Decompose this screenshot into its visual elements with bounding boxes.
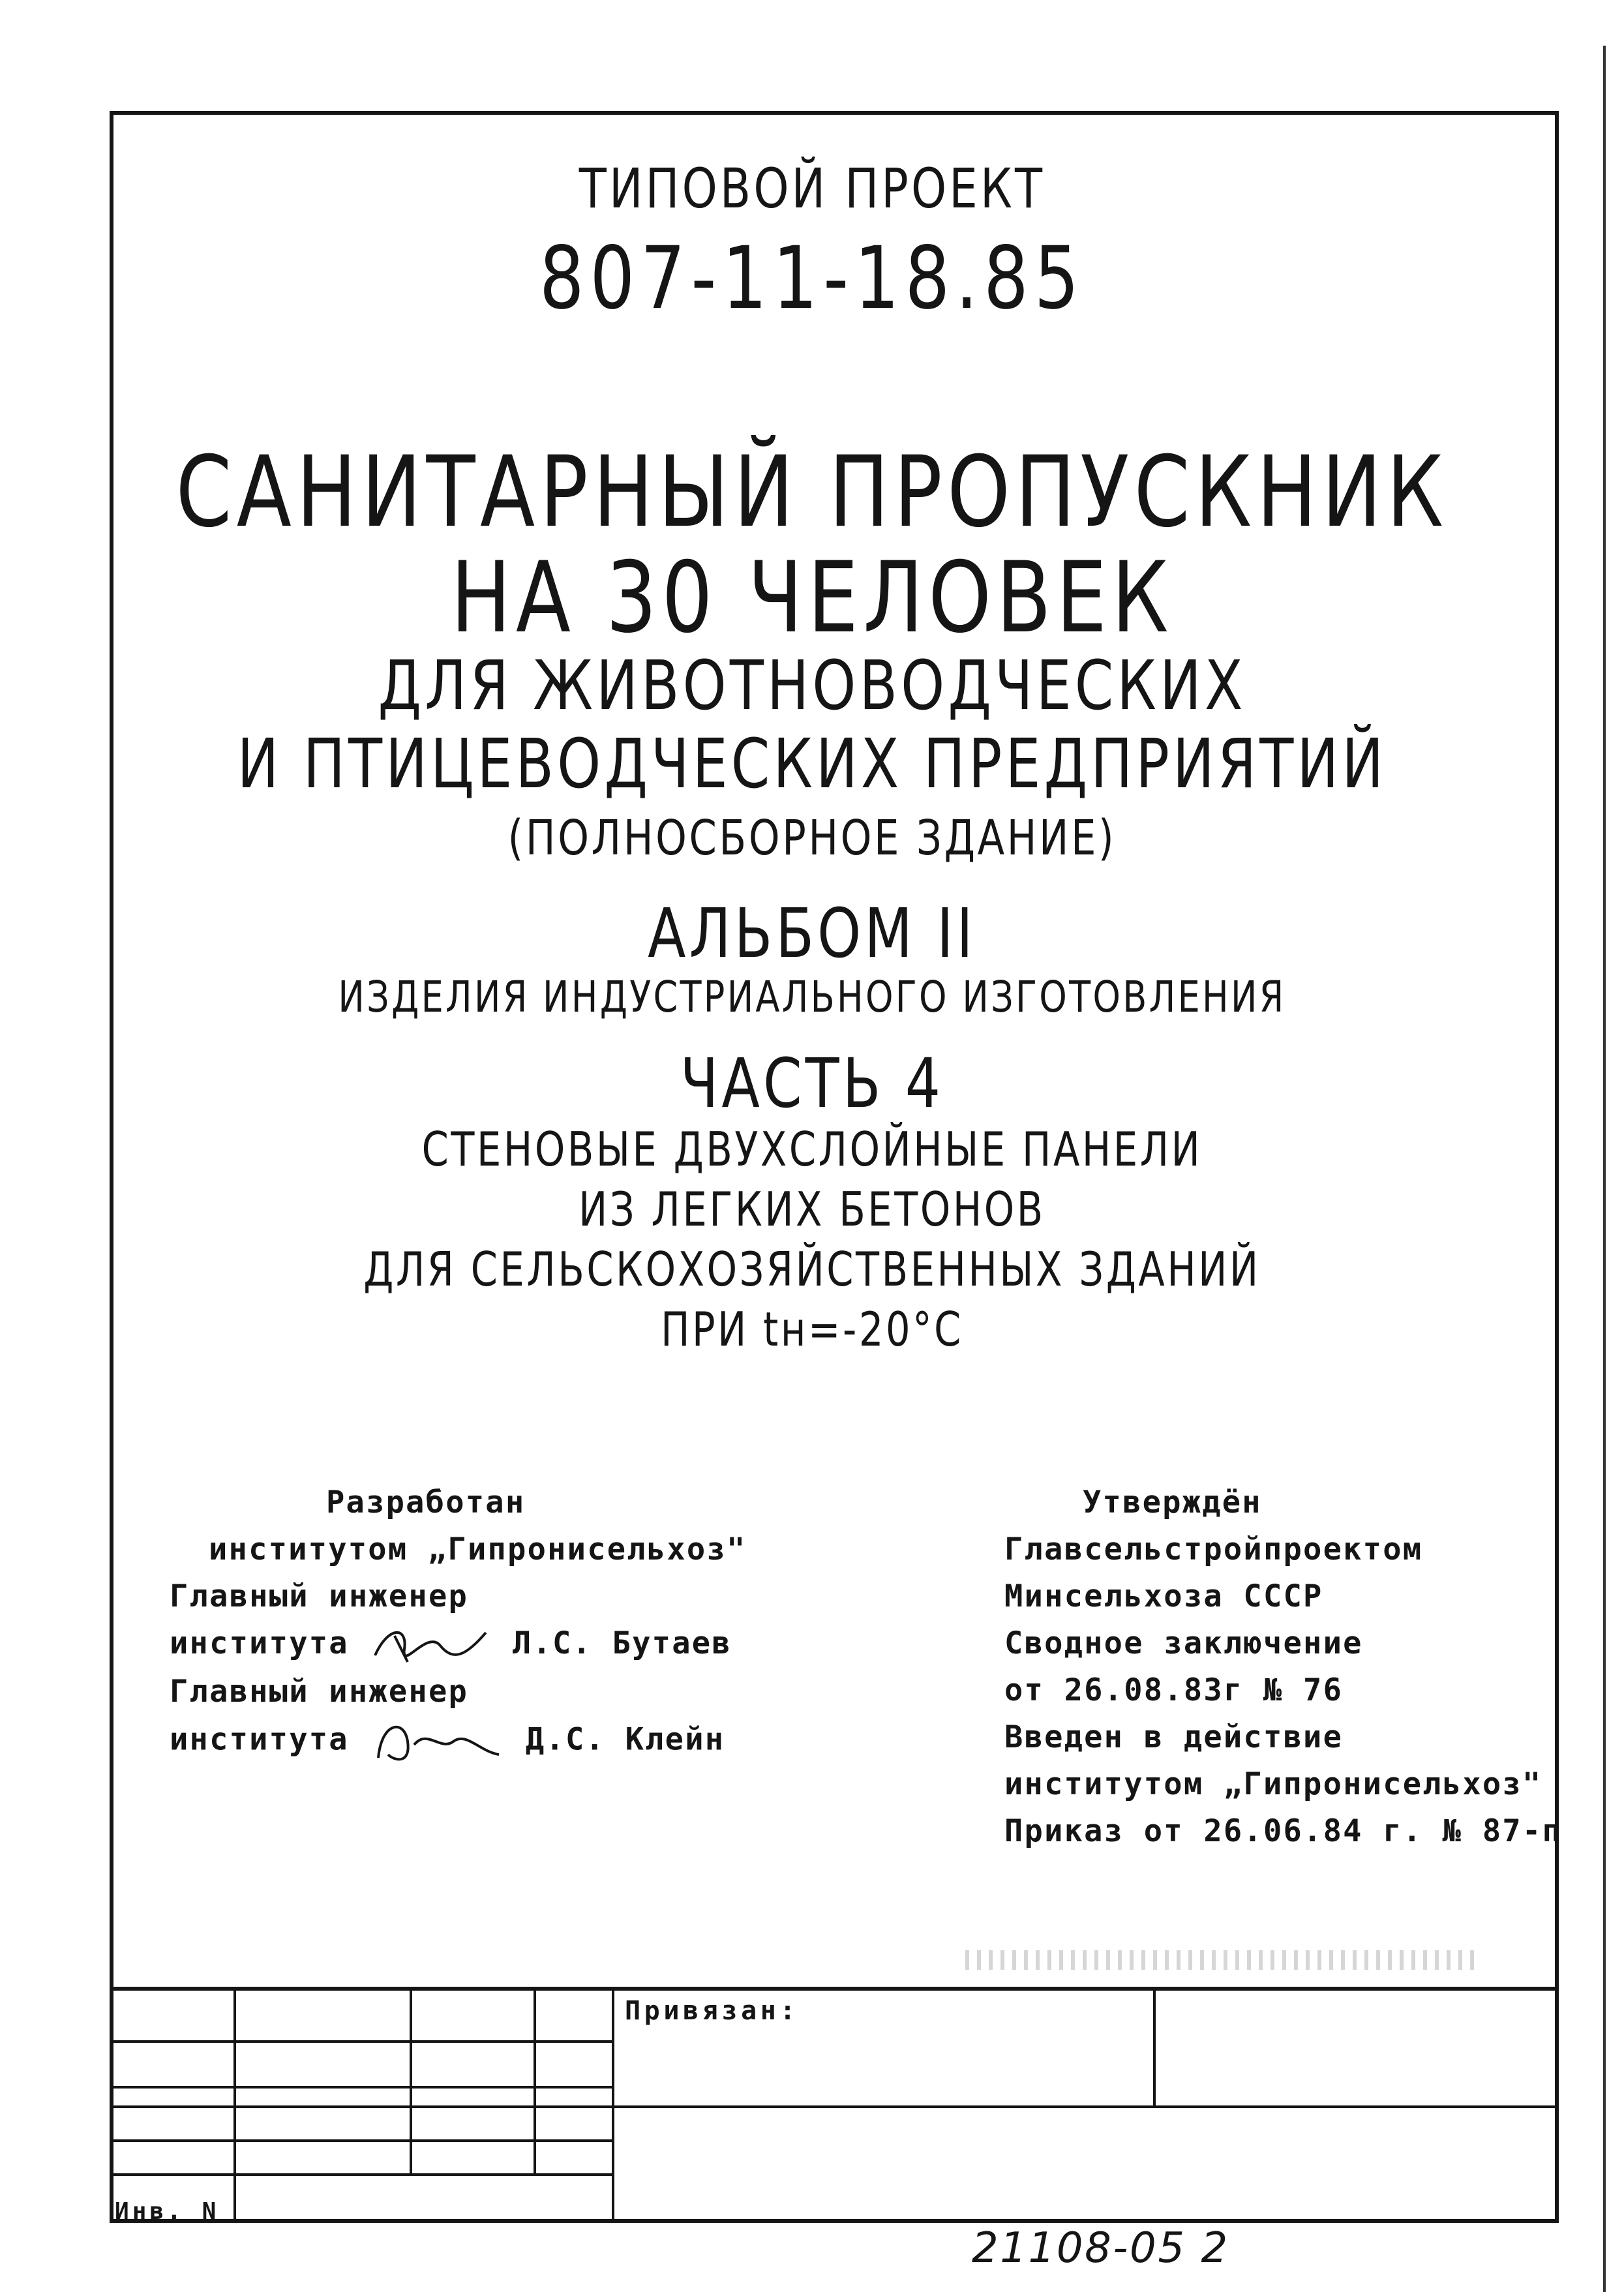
developer-institute: институтом „Гипронисельхоз" <box>209 1531 747 1567</box>
part-line-4: ПРИ tн=-20°С <box>661 1302 963 1357</box>
stamp-row-line <box>110 2105 1555 2108</box>
developer-role-1-institute: института <box>170 1625 349 1661</box>
archive-number: 21108-05 2 <box>972 2224 1229 2272</box>
bound-label: Привязан: <box>625 1996 800 2026</box>
approval-line-1: Главсельстройпроектом <box>1004 1531 1423 1567</box>
approval-line-6: институтом „Гипронисельхоз" <box>1004 1766 1542 1802</box>
developer-role-2-institute: института <box>170 1721 349 1757</box>
part-label: ЧАСТЬ 4 <box>680 1044 944 1123</box>
stamp-row-line <box>110 2173 612 2176</box>
developer-signatory-2 <box>170 1715 854 1768</box>
inventory-label: Инв. N <box>115 2198 220 2225</box>
title-line-3: ДЛЯ ЖИВОТНОВОДЧЕСКИХ <box>378 646 1246 725</box>
title-line-5: (ПОЛНОСБОРНОЕ ЗДАНИЕ) <box>507 810 1117 866</box>
faded-stamp-mark <box>965 1950 1474 1970</box>
approval-line-4: от 26.08.83г № 76 <box>1004 1672 1344 1708</box>
album-label: АЛЬБОМ II <box>648 894 976 973</box>
series-label: ТИПОВОЙ ПРОЕКТ <box>579 157 1045 220</box>
developer-person-2: Д.С. Клейн <box>525 1721 725 1757</box>
stamp-divider <box>1153 1991 1156 2105</box>
developer-person-1: Л.С. Бутаев <box>512 1625 732 1661</box>
developer-heading: Разработан <box>326 1485 526 1520</box>
project-number: 807-11-18.85 <box>539 228 1085 329</box>
approval-heading: Утверждён <box>1083 1485 1262 1520</box>
stamp-table <box>110 1987 1559 2223</box>
album-subtitle: ИЗДЕЛИЯ ИНДУСТРИАЛЬНОГО ИЗГОТОВЛЕНИЯ <box>338 972 1286 1022</box>
stamp-row-line <box>110 2040 612 2043</box>
stamp-divider <box>410 1991 412 2173</box>
signature-1-icon <box>368 1623 492 1668</box>
signature-2-icon <box>368 1715 505 1768</box>
part-line-3: ДЛЯ СЕЛЬСКОХОЗЯЙСТВЕННЫХ ЗДАНИЙ <box>363 1242 1261 1297</box>
developer-signatory-1 <box>170 1620 854 1668</box>
sheet-edge-line <box>1603 46 1606 2292</box>
title-line-1: САНИТАРНЫЙ ПРОПУСКНИК <box>175 436 1449 549</box>
stamp-row-line <box>110 2086 612 2088</box>
title-line-2: НА 30 ЧЕЛОВЕК <box>450 541 1174 655</box>
approval-line-7: Приказ от 26.06.84 г. № 87-п <box>1004 1813 1563 1849</box>
approval-line-2: Минсельхоза СССР <box>1004 1578 1323 1614</box>
title-line-4: И ПТИЦЕВОДЧЕСКИХ ПРЕДПРИЯТИЙ <box>237 724 1387 804</box>
approval-line-3: Сводное заключение <box>1004 1625 1363 1661</box>
approval-block <box>1004 1479 1563 1855</box>
part-line-1: СТЕНОВЫЕ ДВУХСЛОЙНЫЕ ПАНЕЛИ <box>421 1122 1203 1177</box>
developer-block <box>170 1479 854 1768</box>
stamp-row-line <box>110 2139 612 2142</box>
developer-role-1: Главный инженер <box>170 1578 469 1614</box>
part-line-2: ИЗ ЛЕГКИХ БЕТОНОВ <box>579 1182 1045 1237</box>
developer-role-2: Главный инженер <box>170 1673 469 1710</box>
stamp-divider <box>534 1991 536 2173</box>
approval-line-5: Введен в действие <box>1004 1719 1344 1755</box>
